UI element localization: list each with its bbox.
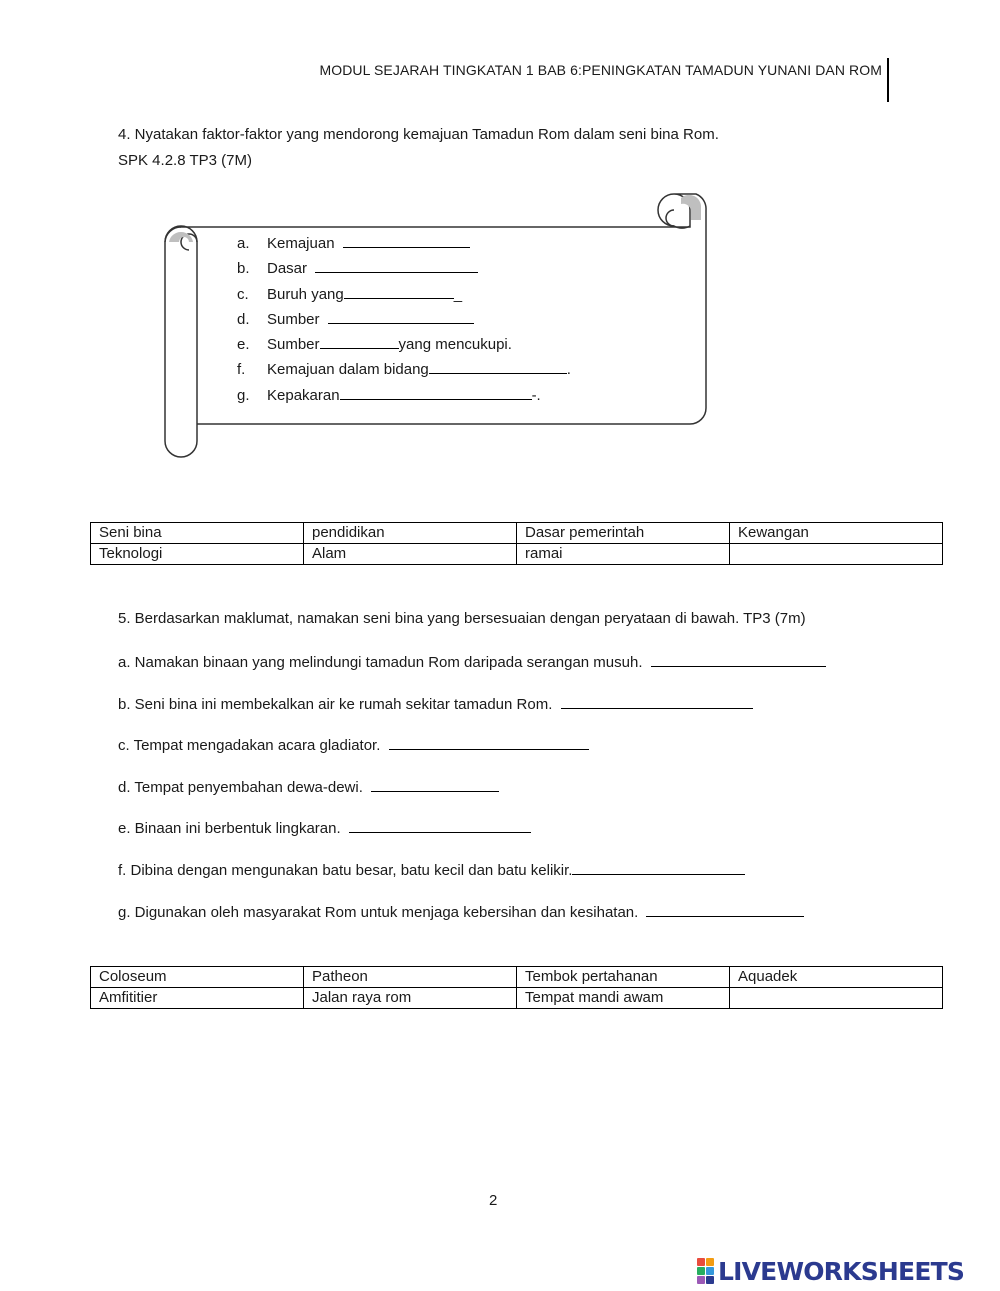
table-cell: Amfititier bbox=[91, 988, 304, 1009]
liveworksheets-logo[interactable] bbox=[697, 1256, 964, 1286]
q4-item-e-text: Sumber bbox=[267, 336, 320, 353]
logo-square bbox=[706, 1276, 714, 1284]
table-cell: Kewangan bbox=[730, 523, 943, 544]
question-4-spk: SPK 4.2.8 TP3 (7M) bbox=[118, 152, 252, 169]
logo-icon bbox=[697, 1258, 714, 1284]
header-divider bbox=[887, 58, 889, 102]
logo-text: LIVEWORKSHEETS bbox=[718, 1256, 965, 1286]
q4-item-d-label: d. bbox=[237, 311, 250, 328]
q4-answer-c[interactable] bbox=[344, 284, 454, 299]
q4-item-a bbox=[237, 233, 470, 252]
q4-item-d-text: Sumber bbox=[267, 311, 320, 328]
q4-item-f-label: f. bbox=[237, 361, 246, 378]
table-row bbox=[91, 988, 943, 1009]
q5-item-b-text: b. Seni bina ini membekalkan air ke rumah sekitar tamadun Rom. bbox=[118, 696, 553, 713]
question-4: 4. Nyatakan faktor-faktor yang mendorong kemajuan Tamadun Rom dalam seni bina Rom. bbox=[118, 126, 719, 143]
table-row bbox=[91, 544, 943, 565]
q4-item-g-text: Kepakaran bbox=[267, 387, 340, 404]
q5-answer-c[interactable] bbox=[389, 735, 589, 750]
q4-item-e bbox=[237, 334, 512, 353]
q5-item-a bbox=[118, 652, 826, 671]
q4-item-c-label: c. bbox=[237, 286, 249, 303]
q5-item-f bbox=[118, 860, 745, 879]
q4-item-b bbox=[237, 258, 478, 277]
q4-item-g-suffix: -. bbox=[531, 387, 541, 404]
q5-item-e-text: e. Binaan ini berbentuk lingkaran. bbox=[118, 820, 341, 837]
table-cell: Teknologi bbox=[91, 544, 304, 565]
q5-answer-f[interactable] bbox=[572, 860, 745, 875]
q4-item-f-text: Kemajuan dalam bidang bbox=[267, 361, 429, 378]
q5-item-d bbox=[118, 777, 499, 796]
q4-options-table bbox=[90, 522, 943, 565]
table-row bbox=[91, 523, 943, 544]
q4-item-b-label: b. bbox=[237, 260, 250, 277]
q4-answer-g[interactable] bbox=[340, 385, 532, 400]
table-cell: Alam bbox=[304, 544, 517, 565]
q4-item-c-text: Buruh yang bbox=[267, 286, 344, 303]
table-cell bbox=[730, 544, 943, 565]
table-cell: Tempat mandi awam bbox=[517, 988, 730, 1009]
table-cell: Dasar pemerintah bbox=[517, 523, 730, 544]
q4-item-e-label: e. bbox=[237, 336, 250, 353]
q4-item-e-suffix: yang mencukupi. bbox=[398, 336, 512, 353]
q4-answer-d[interactable] bbox=[328, 309, 474, 324]
q4-item-a-label: a. bbox=[237, 235, 250, 252]
q4-answer-e[interactable] bbox=[320, 334, 399, 349]
q5-item-c bbox=[118, 735, 589, 754]
q5-item-b bbox=[118, 694, 753, 713]
logo-square bbox=[697, 1276, 705, 1284]
scroll-frame bbox=[160, 190, 712, 462]
q4-item-a-text: Kemajuan bbox=[267, 235, 335, 252]
q5-answer-e[interactable] bbox=[349, 818, 531, 833]
table-cell: pendidikan bbox=[304, 523, 517, 544]
q5-item-d-text: d. Tempat penyembahan dewa-dewi. bbox=[118, 779, 363, 796]
q5-item-e bbox=[118, 818, 531, 837]
table-cell: Jalan raya rom bbox=[304, 988, 517, 1009]
q5-item-c-text: c. Tempat mengadakan acara gladiator. bbox=[118, 737, 381, 754]
table-cell: Tembok pertahanan bbox=[517, 967, 730, 988]
q4-item-g-label: g. bbox=[237, 387, 250, 404]
q4-item-g bbox=[237, 385, 541, 404]
table-cell bbox=[730, 988, 943, 1009]
q4-answer-a[interactable] bbox=[343, 233, 470, 248]
q4-item-c-suffix: _ bbox=[453, 286, 463, 303]
logo-square bbox=[697, 1258, 705, 1266]
logo-square bbox=[706, 1267, 714, 1275]
question-5: 5. Berdasarkan maklumat, namakan seni bina yang bersesuaian dengan peryataan di bawah. TP3 (7m) bbox=[118, 610, 806, 627]
table-row bbox=[91, 967, 943, 988]
logo-square bbox=[706, 1258, 714, 1266]
q4-item-d bbox=[237, 309, 474, 328]
q4-answer-b[interactable] bbox=[315, 258, 478, 273]
q5-item-g bbox=[118, 902, 804, 921]
table-cell: Seni bina bbox=[91, 523, 304, 544]
table-cell: Aquadek bbox=[730, 967, 943, 988]
table-cell: ramai bbox=[517, 544, 730, 565]
q4-item-f bbox=[237, 359, 571, 378]
q5-item-f-text: f. Dibina dengan mengunakan batu besar, batu kecil dan batu kelikir. bbox=[118, 862, 573, 879]
q4-item-f-suffix: . bbox=[566, 361, 571, 378]
q5-answer-b[interactable] bbox=[561, 694, 753, 709]
q5-item-a-text: a. Namakan binaan yang melindungi tamadun Rom daripada serangan musuh. bbox=[118, 654, 643, 671]
q5-answer-a[interactable] bbox=[651, 652, 826, 667]
q5-options-table bbox=[90, 966, 943, 1009]
page-number: 2 bbox=[489, 1192, 498, 1209]
q4-answer-f[interactable] bbox=[429, 359, 567, 374]
q4-item-c bbox=[237, 284, 462, 303]
q5-answer-g[interactable] bbox=[646, 902, 804, 917]
q5-answer-d[interactable] bbox=[371, 777, 499, 792]
page-header: MODUL SEJARAH TINGKATAN 1 BAB 6:PENINGKATAN TAMADUN YUNANI DAN ROM bbox=[319, 62, 882, 78]
logo-square bbox=[697, 1267, 705, 1275]
table-cell: Coloseum bbox=[91, 967, 304, 988]
q4-item-b-text: Dasar bbox=[267, 260, 308, 277]
q5-item-g-text: g. Digunakan oleh masyarakat Rom untuk menjaga kebersihan dan kesihatan. bbox=[118, 904, 639, 921]
table-cell: Patheon bbox=[304, 967, 517, 988]
